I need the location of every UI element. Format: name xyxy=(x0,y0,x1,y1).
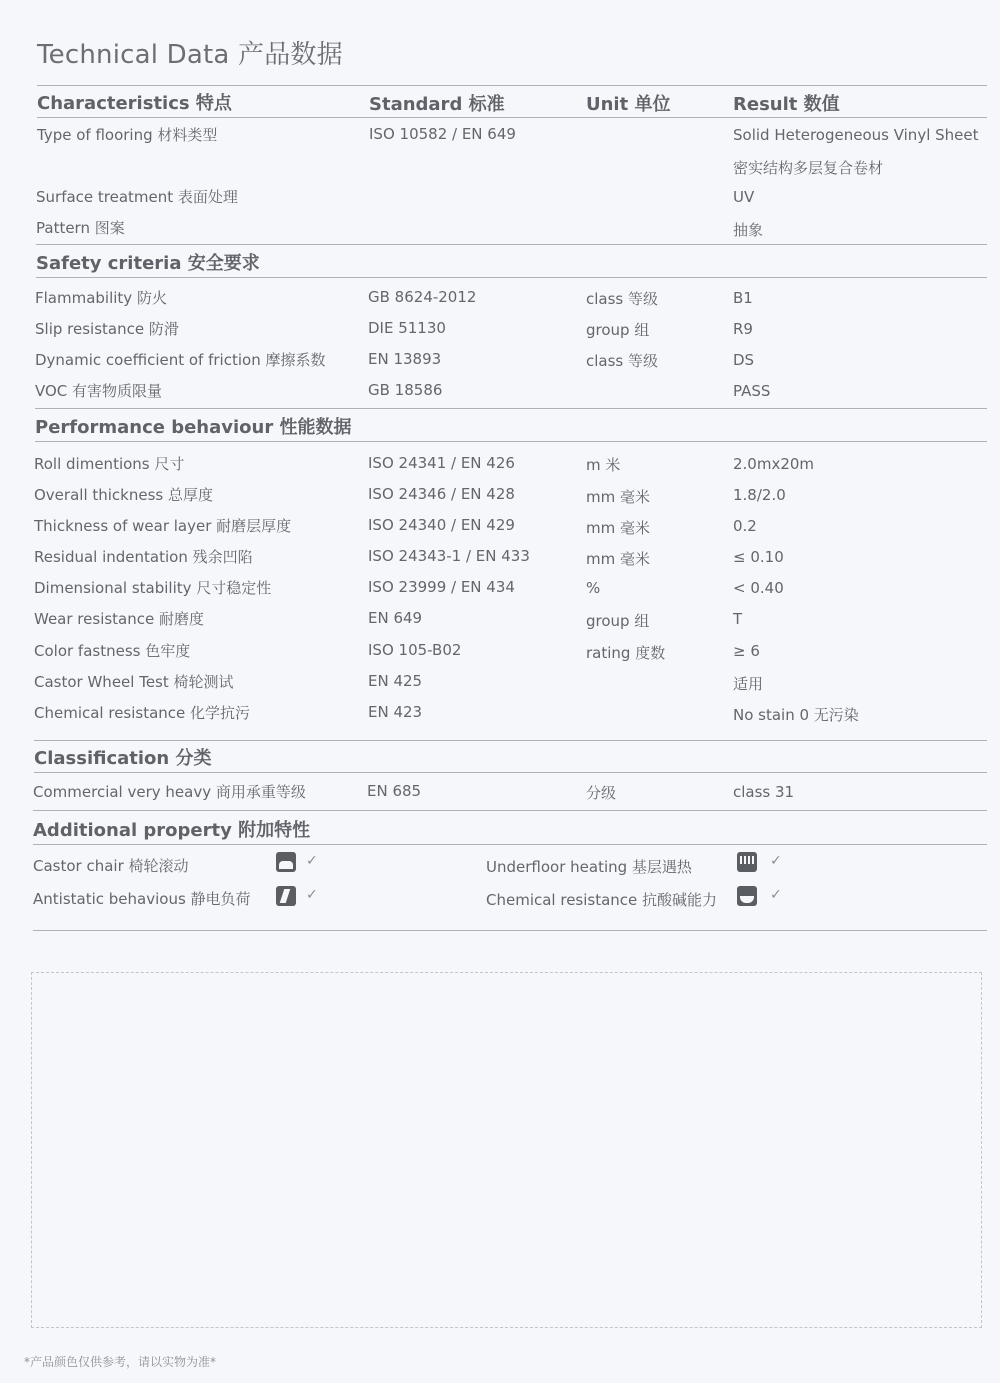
row-standard: ISO 10582 / EN 649 xyxy=(369,125,516,143)
row-result: 2.0mx20m xyxy=(733,455,815,473)
header-result: Result 数值 xyxy=(733,94,840,115)
additional-label: Chemical resistance 抗酸碱能力 xyxy=(486,891,718,909)
divider xyxy=(37,117,987,118)
row-result: 抽象 xyxy=(733,221,764,239)
divider xyxy=(33,810,987,811)
header-characteristics: Characteristics 特点 xyxy=(37,93,232,114)
row-name: Flammability 防火 xyxy=(35,289,167,307)
row-standard: EN 423 xyxy=(368,703,423,721)
row-name: Residual indentation 残余凹陷 xyxy=(34,548,253,566)
row-result: DS xyxy=(733,351,755,369)
sample-placeholder-box xyxy=(31,972,982,1328)
section-heading-additional: Additional property 附加特性 xyxy=(33,820,311,841)
row-result: UV xyxy=(733,188,755,206)
row-standard: ISO 23999 / EN 434 xyxy=(368,578,515,596)
underfloor-heating-icon xyxy=(737,852,757,872)
row-unit: m 米 xyxy=(586,456,621,474)
row-name: Commercial very heavy 商用承重等级 xyxy=(33,783,306,801)
check-icon: ✓ xyxy=(770,887,782,903)
row-result: No stain 0 无污染 xyxy=(733,706,859,724)
row-result: 适用 xyxy=(733,675,764,693)
divider xyxy=(36,244,987,245)
row-standard: ISO 24340 / EN 429 xyxy=(368,516,515,534)
row-result: R9 xyxy=(733,320,753,338)
row-standard: ISO 24341 / EN 426 xyxy=(368,454,515,472)
row-standard: GB 18586 xyxy=(368,381,443,399)
row-standard: EN 13893 xyxy=(368,350,442,368)
row-name: Castor Wheel Test 椅轮测试 xyxy=(34,673,234,691)
row-name: Color fastness 色牢度 xyxy=(34,642,191,660)
page-title: Technical Data 产品数据 xyxy=(37,40,343,70)
row-result: ≤ 0.10 xyxy=(733,548,784,566)
row-result: < 0.40 xyxy=(733,579,784,597)
row-standard: ISO 24346 / EN 428 xyxy=(368,485,515,503)
castor-chair-icon xyxy=(276,852,296,872)
divider xyxy=(34,772,987,773)
row-unit: group 组 xyxy=(586,321,650,339)
row-name: Overall thickness 总厚度 xyxy=(34,486,213,504)
row-unit: rating 度数 xyxy=(586,644,666,662)
row-name: Dynamic coefficient of friction 摩擦系数 xyxy=(35,351,326,369)
row-standard: EN 649 xyxy=(368,609,423,627)
row-standard: GB 8624-2012 xyxy=(368,288,477,306)
row-name: Slip resistance 防滑 xyxy=(35,320,179,338)
row-name: Dimensional stability 尺寸稳定性 xyxy=(34,579,272,597)
row-unit: mm 毫米 xyxy=(586,519,650,537)
row-unit: mm 毫米 xyxy=(586,550,650,568)
row-standard: EN 685 xyxy=(367,782,422,800)
row-name: Thickness of wear layer 耐磨层厚度 xyxy=(34,517,292,535)
row-unit: class 等级 xyxy=(586,290,659,308)
antistatic-icon xyxy=(276,886,296,906)
divider xyxy=(33,930,987,931)
row-standard: ISO 105-B02 xyxy=(368,641,462,659)
additional-label: Antistatic behavious 静电负荷 xyxy=(33,890,251,908)
row-unit: class 等级 xyxy=(586,352,659,370)
row-name: Wear resistance 耐磨度 xyxy=(34,610,204,628)
header-unit: Unit 单位 xyxy=(586,94,671,115)
row-name: Roll dimentions 尺寸 xyxy=(34,455,185,473)
row-result: ≥ 6 xyxy=(733,642,760,660)
row-name: Pattern 图案 xyxy=(36,219,125,237)
section-heading-safety: Safety criteria 安全要求 xyxy=(36,253,260,274)
check-icon: ✓ xyxy=(770,853,782,869)
row-result-secondary: 密实结构多层复合卷材 xyxy=(733,159,884,177)
row-result: class 31 xyxy=(733,783,795,801)
row-name: Type of flooring 材料类型 xyxy=(37,126,218,144)
additional-label: Underfloor heating 基层遇热 xyxy=(486,858,692,876)
divider xyxy=(35,441,987,442)
row-standard: EN 425 xyxy=(368,672,423,690)
row-unit: % xyxy=(586,579,601,597)
row-result: T xyxy=(733,610,743,628)
footnote: *产品颜色仅供参考，请以实物为准* xyxy=(24,1355,217,1369)
header-standard: Standard 标准 xyxy=(369,94,505,115)
row-result: PASS xyxy=(733,382,771,400)
divider xyxy=(36,277,987,278)
row-unit: group 组 xyxy=(586,612,650,630)
row-name: Chemical resistance 化学抗污 xyxy=(34,704,251,722)
row-name: Surface treatment 表面处理 xyxy=(36,188,238,206)
additional-label: Castor chair 椅轮滚动 xyxy=(33,857,189,875)
row-standard: DIE 51130 xyxy=(368,319,446,337)
section-heading-classification: Classification 分类 xyxy=(34,748,212,769)
row-name: VOC 有害物质限量 xyxy=(35,382,163,400)
divider xyxy=(33,844,987,845)
divider xyxy=(37,85,987,86)
chemical-resistance-icon xyxy=(737,886,757,906)
row-result: B1 xyxy=(733,289,753,307)
section-heading-performance: Performance behaviour 性能数据 xyxy=(35,417,352,438)
row-unit: mm 毫米 xyxy=(586,488,650,506)
divider xyxy=(34,740,987,741)
check-icon: ✓ xyxy=(306,853,318,869)
row-standard: ISO 24343-1 / EN 433 xyxy=(368,547,530,565)
row-unit: 分级 xyxy=(586,784,617,802)
row-result: Solid Heterogeneous Vinyl Sheet xyxy=(733,126,979,144)
divider xyxy=(35,408,987,409)
row-result: 1.8/2.0 xyxy=(733,486,786,504)
check-icon: ✓ xyxy=(306,887,318,903)
row-result: 0.2 xyxy=(733,517,757,535)
